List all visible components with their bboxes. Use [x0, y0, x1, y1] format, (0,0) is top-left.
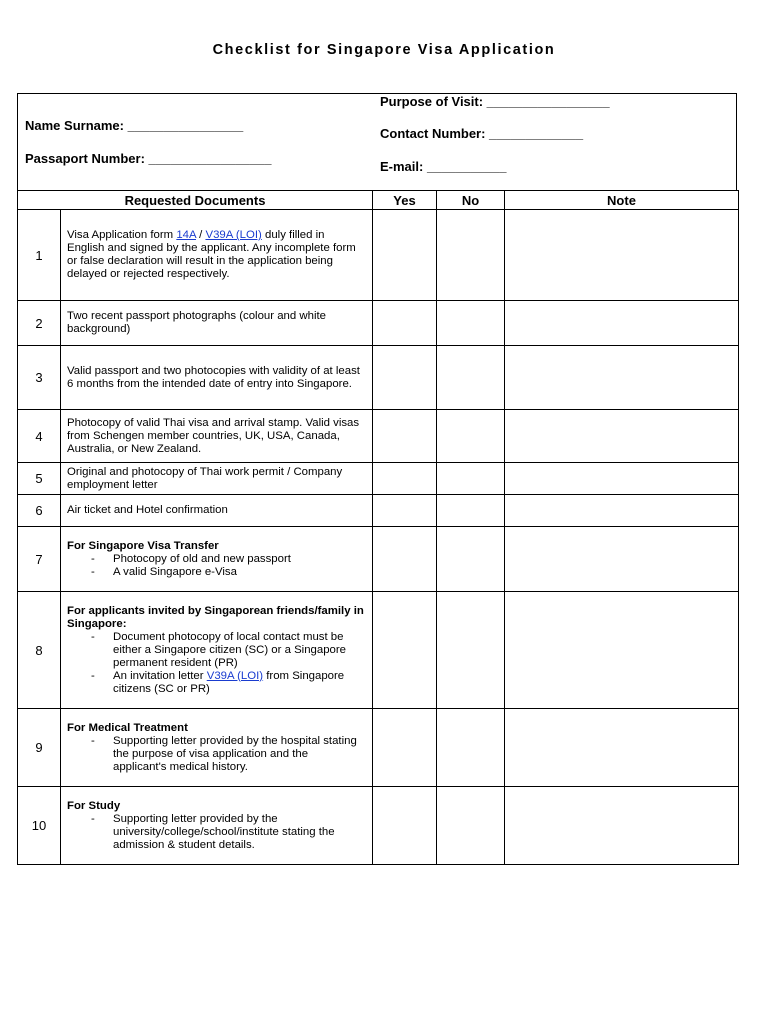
document-description [61, 527, 373, 592]
document-description: Air ticket and Hotel confirmation [61, 495, 373, 527]
yes-cell[interactable] [373, 709, 437, 787]
note-cell[interactable] [505, 527, 739, 592]
note-cell[interactable] [505, 210, 739, 301]
section-heading: For applicants invited by Singaporean friends/family in Singapore: [67, 604, 364, 630]
list-item: - Photocopy of old and new passport [67, 553, 364, 566]
document-description [61, 210, 373, 301]
no-cell[interactable] [437, 527, 505, 592]
table-row [18, 527, 739, 592]
document-description [61, 787, 373, 865]
yes-cell[interactable] [373, 410, 437, 463]
yes-cell[interactable] [373, 301, 437, 346]
document-description: Original and photocopy of Thai work permit / Company employment letter [61, 463, 373, 495]
table-header-row [18, 191, 739, 210]
row-number: 6 [18, 495, 61, 527]
doc-text: / [195, 229, 206, 241]
yes-cell[interactable] [373, 527, 437, 592]
note-cell[interactable] [505, 787, 739, 865]
no-cell[interactable] [437, 787, 505, 865]
form-v39a-link[interactable]: V39A (LOI) [206, 669, 264, 682]
note-cell[interactable] [505, 301, 739, 346]
document-description: Two recent passport photographs (colour and white background) [61, 301, 373, 346]
page-title: Checklist for Singapore Visa Application [212, 42, 556, 58]
applicant-info-box [17, 93, 737, 191]
document-description [61, 592, 373, 709]
documents-table [17, 190, 739, 865]
yes-cell[interactable] [373, 463, 437, 495]
form-v39a-link[interactable]: V39A (LOI) [205, 229, 262, 241]
requirement-list [67, 813, 364, 852]
row-number: 8 [18, 592, 61, 709]
section-heading: For Singapore Visa Transfer [67, 539, 219, 552]
row-number: 1 [18, 210, 61, 301]
table-row [18, 709, 739, 787]
row-number: 10 [18, 787, 61, 865]
note-cell[interactable] [505, 495, 739, 527]
yes-cell[interactable] [373, 210, 437, 301]
name-surname-field[interactable]: Name Surname: ________________ [25, 118, 244, 133]
list-item: - Document photocopy of local contact must be either a Singapore citizen (SC) or a Singapore permanent resident (PR) [67, 631, 364, 670]
doc-text: duly filled in English and signed by the applicant. Any incomplete form or false declaration will result in the application being delayed or rejected respectively. [67, 229, 356, 280]
no-cell[interactable] [437, 495, 505, 527]
doc-text: An invitation letter [113, 669, 207, 682]
row-number: 7 [18, 527, 61, 592]
table-row [18, 410, 739, 463]
yes-cell[interactable] [373, 346, 437, 410]
table-row [18, 346, 739, 410]
no-cell[interactable] [437, 301, 505, 346]
no-cell[interactable] [437, 592, 505, 709]
yes-cell[interactable] [373, 495, 437, 527]
doc-text: Visa Application form [67, 229, 177, 241]
yes-cell[interactable] [373, 592, 437, 709]
header-requested-documents: Requested Documents [18, 191, 373, 210]
requirement-list [67, 631, 364, 696]
purpose-of-visit-field[interactable]: Purpose of Visit: _________________ [380, 94, 610, 109]
requirement-list [67, 553, 364, 579]
row-number: 2 [18, 301, 61, 346]
passport-number-field[interactable]: Passaport Number: _________________ [25, 151, 272, 166]
table-row [18, 787, 739, 865]
header-note: Note [505, 191, 739, 210]
list-item: - A valid Singapore e-Visa [67, 566, 364, 579]
section-heading: For Medical Treatment [67, 721, 188, 734]
no-cell[interactable] [437, 463, 505, 495]
table-row [18, 463, 739, 495]
table-row [18, 495, 739, 527]
no-cell[interactable] [437, 410, 505, 463]
header-no: No [437, 191, 505, 210]
row-number: 5 [18, 463, 61, 495]
note-cell[interactable] [505, 709, 739, 787]
table-row [18, 301, 739, 346]
document-description [61, 709, 373, 787]
no-cell[interactable] [437, 709, 505, 787]
list-item [67, 670, 364, 696]
note-cell[interactable] [505, 410, 739, 463]
row-number: 4 [18, 410, 61, 463]
no-cell[interactable] [437, 346, 505, 410]
table-row [18, 210, 739, 301]
email-field[interactable]: E-mail: ___________ [380, 159, 507, 174]
document-description: Valid passport and two photocopies with validity of at least 6 months from the intended date of entry into Singapore. [61, 346, 373, 410]
note-cell[interactable] [505, 463, 739, 495]
doc-text: from Singapore citizens (SC or PR) [113, 669, 345, 695]
requirement-list [67, 735, 364, 774]
list-item: - Supporting letter provided by the university/college/school/institute stating the admission & student details. [67, 813, 364, 852]
header-yes: Yes [373, 191, 437, 210]
note-cell[interactable] [505, 592, 739, 709]
no-cell[interactable] [437, 210, 505, 301]
row-number: 9 [18, 709, 61, 787]
list-item: - Supporting letter provided by the hospital stating the purpose of visa application and the applicant's medical history. [67, 735, 364, 774]
section-heading: For Study [67, 799, 121, 812]
table-row [18, 592, 739, 709]
note-cell[interactable] [505, 346, 739, 410]
row-number: 3 [18, 346, 61, 410]
yes-cell[interactable] [373, 787, 437, 865]
form-14a-link[interactable]: 14A [176, 229, 196, 241]
contact-number-field[interactable]: Contact Number: _____________ [380, 126, 584, 141]
document-description: Photocopy of valid Thai visa and arrival stamp. Valid visas from Schengen member countries, UK, USA, Canada, Australia, or New Zealand. [61, 410, 373, 463]
